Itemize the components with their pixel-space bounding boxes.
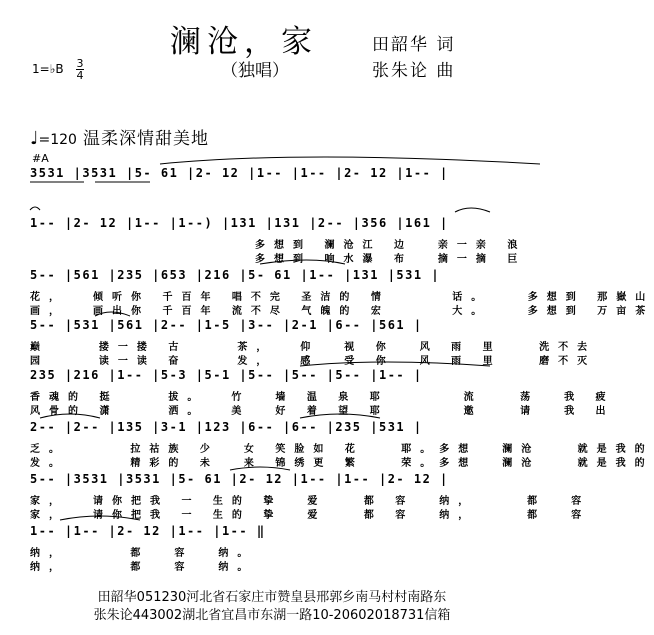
lyric-line-2a: 多想到 澜沧江 边 亲一亲 浪: [255, 240, 527, 251]
notation-line-4: 5-- |531 |561 |2-- |1-5 |3-- |2-1 |6-- |561 |: [30, 318, 423, 332]
lyric-line-7b: 家， 请你把我 一 生的 挚 爱 都 容 纳， 都 容: [30, 510, 591, 521]
lyric-line-3a: 花， 倾听你 千百年 唱不完 圣洁的 情 话。 多想到 那嶽山: [30, 292, 654, 303]
notation-line-5: 235 |216 |1-- |5-3 |5-1 |5-- |5-- |5-- |1-- |: [30, 368, 423, 382]
lyric-line-3b: 画， 画出你 千百年 流不尽 气魄的 宏 大。 多想到 万亩茶: [30, 306, 654, 317]
notation-line-8: 1-- |1-- |2- 12 |1-- |1-- ‖: [30, 524, 266, 538]
song-title: 澜沧，家: [170, 24, 318, 60]
quarter-note-icon: ♩: [30, 128, 39, 149]
meter-top: 3: [76, 57, 84, 70]
lyric-line-8b: 纳， 都 容 纳。: [30, 562, 257, 573]
lyric-line-4a: 巅 搂一搂 古 茶， 仰 视 你 风 雨 里 洗不去: [30, 342, 597, 353]
lyric-line-7a: 家， 请你把我 一 生的 挚 爱 都 容 纳， 都 容: [30, 496, 591, 507]
lyricist-credit: 田韶华 词: [372, 35, 456, 55]
lyric-line-8a: 纳， 都 容 纳。: [30, 548, 257, 559]
lyric-line-6b: 发。 精彩的 未 来 锦绣更 繁 荣。多想 澜沧 就是我的: [30, 458, 654, 469]
footer-address-2: 张朱论443002湖北省宜昌市东湖一路10-20602018731信箱: [93, 608, 451, 623]
lyric-line-6a: 乏。 拉祜族 少 女 笑脸如 花 耶。多想 澜沧 就是我的: [30, 444, 654, 455]
lyric-line-5b: 风骨的 潇 洒。 美 好 着 望 耶 邀 请 我 出: [30, 406, 615, 417]
song-subtitle: （独唱）: [221, 61, 289, 81]
tempo-value: =120: [38, 132, 77, 148]
section-mark: #A: [32, 152, 49, 165]
lyric-line-2b: 多想到 响水瀑 布 摘一摘 巨: [255, 254, 527, 265]
notation-line-1: 3531 |3531 |5- 61 |2- 12 |1-- |1-- |2- 12 |1-- |: [30, 166, 449, 180]
meter-bottom: 4: [76, 69, 84, 82]
notation-line-7: 5-- |3531 |3531 |5- 61 |2- 12 |1-- |1-- |2- 12 |: [30, 472, 449, 486]
lyric-line-5a: 香魂的 挺 拔。 竹 墙 温 泉 耶 流 荡 我 疲: [30, 392, 615, 403]
key-signature: 1=♭B: [32, 62, 64, 76]
notation-line-2: 1-- |2- 12 |1-- |1--) |131 |131 |2-- |356 |161 |: [30, 216, 449, 230]
notation-line-6: 2-- |2-- |135 |3-1 |123 |6-- |6-- |235 |531 |: [30, 420, 423, 434]
expression-text: 温柔深情甜美地: [82, 129, 209, 149]
notation-line-3: 5-- |561 |235 |653 |216 |5- 61 |1-- |131 |531 |: [30, 268, 441, 282]
composer-credit: 张朱论 曲: [372, 61, 456, 81]
footer-address-1: 田韶华051230河北省石家庄市赞皇县邢郭乡南马村村南路东: [97, 590, 447, 605]
lyric-line-4b: 园 读一读 奋 发， 感 受 你 风 雨 里 磨不灭: [30, 356, 597, 367]
